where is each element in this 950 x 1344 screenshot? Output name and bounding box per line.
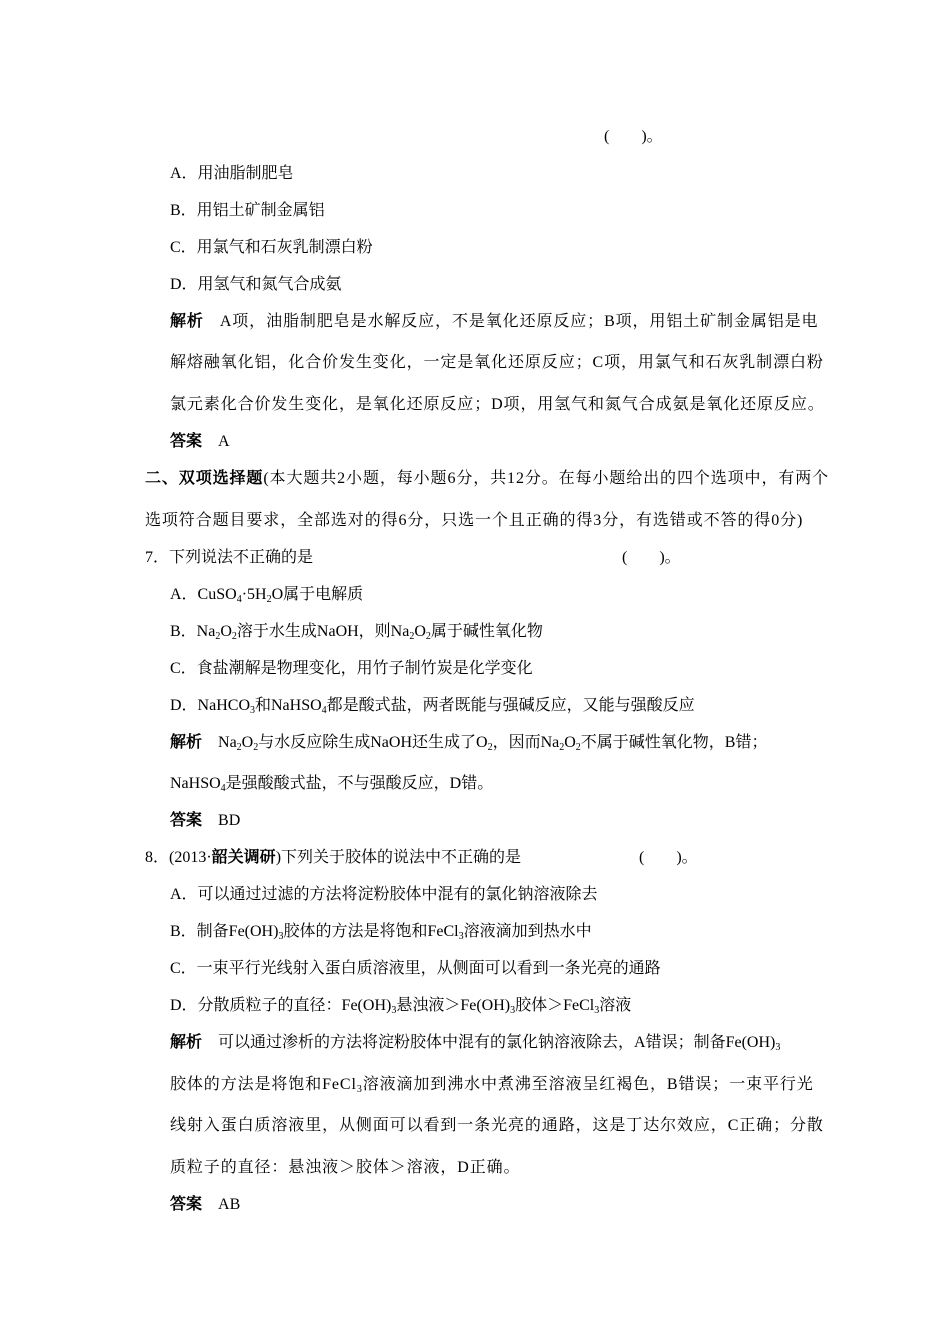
text: ·5H [241,586,267,603]
section2-desc-2: 选项符合题目要求，全部选对的得6分，只选一个且正确的得3分，有选错或不答的得0分) [145,512,804,529]
subscript: 2 [236,742,242,753]
q6-option-c: C．用氯气和石灰乳制漂白粉 [170,239,373,256]
subscript: 3 [775,1042,781,1053]
text: O [414,623,426,640]
q7-stem: 7．下列说法不正确的是 [145,549,314,566]
subscript: 4 [236,594,242,605]
text: )下列关于胶体的说法中不正确的是 [275,849,522,866]
q7-option-a [170,585,363,605]
q6-option-d: D．用氢气和氮气合成氨 [170,276,342,293]
text: 胶体＞FeCl [515,997,595,1014]
text: D．分散质粒子的直径：Fe(OH) [170,997,392,1014]
q6-answer-value: A [218,433,230,450]
q8-stem [145,848,521,868]
q6-answer-line [170,432,230,452]
text: 是强酸酸式盐，不与强酸反应，D错。 [225,775,494,792]
analysis-label: 解析 [170,313,204,330]
subscript: 2 [487,742,493,753]
q8-analysis-line-1 [170,1033,780,1053]
text: B．制备Fe(OH) [170,923,279,940]
text: O [564,734,576,751]
text: 8．(2013· [145,849,212,866]
subscript: 2 [266,594,272,605]
section2-header-line-1 [145,469,829,489]
q6-analysis-line-1 [170,312,818,332]
text: 可以通过渗析的方法将淀粉胶体中混有的氯化钠溶液除去，A错误；制备Fe(OH) [218,1034,776,1051]
subscript: 2 [409,631,415,642]
text: NaHSO [170,775,221,792]
text: 溶液滴加到沸水中煮沸至溶液呈红褐色，B错误；一束平行光 [362,1076,814,1093]
q6-answer-blank: ( )。 [604,128,663,145]
q8-answer-blank: ( )。 [639,849,698,866]
q8-analysis-line-4: 质粒子的直径：悬浊液＞胶体＞溶液，D正确。 [170,1159,521,1176]
analysis-label: 解析 [170,734,203,751]
answer-label: 答案 [170,433,203,450]
text: Na [218,734,237,751]
text: 溶液 [599,997,632,1014]
text: A．CuSO [170,586,237,603]
q8-analysis-line-2 [170,1075,814,1095]
answer-label: 答案 [170,812,203,829]
q7-answer-value: BD [218,812,241,829]
text: 都是酸式盐，两者既能与强碱反应，又能与强酸反应 [326,697,695,714]
text: 与水反应除生成NaOH还生成了O [258,734,488,751]
subscript: 3 [250,705,255,716]
subscript: 2 [425,631,431,642]
text: 悬浊液＞Fe(OH) [396,997,511,1014]
q8-option-c: C．一束平行光线射入蛋白质溶液里，从侧面可以看到一条光亮的通路 [170,960,661,977]
text: O [220,623,232,640]
q7-option-b [170,622,543,642]
analysis-label: 解析 [170,1034,203,1051]
text: D．NaHCO [170,697,250,714]
subscript: 3 [391,1005,397,1016]
q8-answer-value: AB [218,1196,241,1213]
text: 胶体的方法是将饱和FeCl [283,923,459,940]
text: B．Na [170,623,216,640]
q8-answer-line [170,1195,240,1215]
q7-answer-line [170,811,240,831]
subscript: 2 [575,742,581,753]
subscript: 3 [356,1084,363,1095]
q8-option-b [170,922,592,942]
text: 溶液滴加到热水中 [463,923,592,940]
q7-option-d [170,696,695,716]
text: ，因而Na [492,734,560,751]
subscript: 3 [594,1005,600,1016]
subscript: 2 [253,742,259,753]
section2-heading: 二、双项选择题 [145,470,264,487]
text: 胶体的方法是将饱和FeCl [170,1076,357,1093]
subscript: 2 [215,631,221,642]
q8-option-a: A．可以通过过滤的方法将淀粉胶体中混有的氯化钠溶液除去 [170,886,598,903]
q7-analysis-line-1 [170,733,767,753]
subscript: 4 [220,783,226,794]
answer-label: 答案 [170,1196,203,1213]
subscript: 3 [510,1005,516,1016]
text: O [241,734,254,751]
text: 和NaHSO [255,697,322,714]
subscript: 2 [559,742,565,753]
q7-answer-blank: ( )。 [622,549,681,566]
text: 属于碱性氧化物 [430,623,543,640]
q6-option-a: A．用油脂制肥皂 [170,165,294,182]
q6-analysis-line-2: 解熔融氧化铝，化合价发生变化，一定是氧化还原反应；C项，用氯气和石灰乳制漂白粉 [170,354,824,371]
q7-option-c: C．食盐潮解是物理变化，用竹子制竹炭是化学变化 [170,660,533,677]
q6-option-b: B．用铝土矿制金属铝 [170,202,325,219]
subscript: 4 [321,705,327,716]
text: O属于电解质 [271,586,364,603]
q6-analysis-line-3: 氯元素化合价发生变化，是氧化还原反应；D项，用氢气和氮气合成氨是氧化还原反应。 [170,396,825,413]
q6-analysis-text-1: A项，油脂制肥皂是水解反应，不是氧化还原反应；B项，用铝土矿制金属铝是电 [219,313,819,330]
subscript: 3 [458,931,464,942]
text: 不属于碱性氧化物，B错； [580,734,768,751]
subscript: 3 [278,931,284,942]
section2-desc-1: (本大题共2小题，每小题6分，共12分。在每小题给出的四个选项中，有两个 [263,470,830,487]
text: 溶于水生成NaOH，则Na [236,623,410,640]
subscript: 2 [231,631,237,642]
q8-option-d [170,996,631,1016]
q7-analysis-line-2 [170,774,493,794]
q8-source: 韶关调研 [211,849,276,866]
q8-analysis-line-3: 线射入蛋白质溶液里，从侧面可以看到一条光亮的通路，这是丁达尔效应，C正确；分散 [170,1117,824,1134]
